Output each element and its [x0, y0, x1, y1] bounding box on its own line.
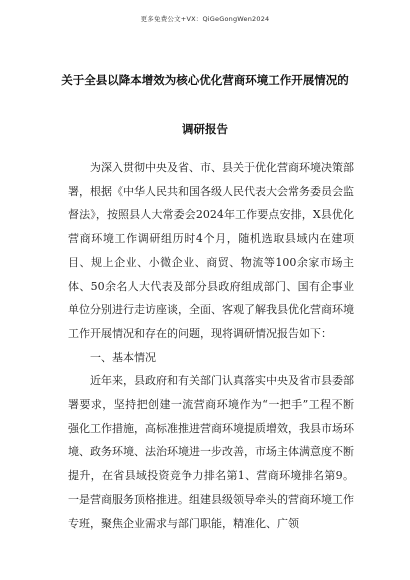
section-heading-basic-situation: 一、基本情况	[90, 350, 156, 364]
basic-situation-paragraph: 近年来，县政府和有关部门认真落实中央及省市县委部署要求，坚持把创建一流营商环境作为“一把手”工程不断强化工作措施，高标准推进营商环境提质增效，我县市场环境、政务环境、法治环境进一步改善，市场主体满意度不断提升，在省县域投资竞争力排名第1、营商环境排名第9。一是营商服务顶格推进。组建县级领导牵头的营商环境工作专班，聚焦企业需求与部门职能，精准化、广领	[68, 374, 354, 530]
header-watermark: 更多免费公文+VX：QiGeGongWen2024	[140, 15, 270, 23]
intro-paragraph: 为深入贯彻中央及省、市、县关于优化营商环境决策部署，根据《中华人民共和国各级人民代表大会常务委员会监督法》，按照县人大常委会2024年工作要点安排，X县优化营商环境工作调研组历时4个月，随机选取县域内在建项目、规上企业、小微企业、商贸、物流等100余家市场主体、50余名人大代表及部分县政府组成部门、国有企事业单位分别进行走访座谈，全面、客观了解我县优化营商环境工作开展情况和存在的问题，现将调研情况报告如下：	[68, 161, 354, 340]
report-body	[68, 156, 354, 535]
report-title-line1: 关于全县以降本增效为核心优化营商环境工作开展情况的	[61, 73, 349, 87]
report-title-line2: 调研报告	[182, 122, 228, 136]
